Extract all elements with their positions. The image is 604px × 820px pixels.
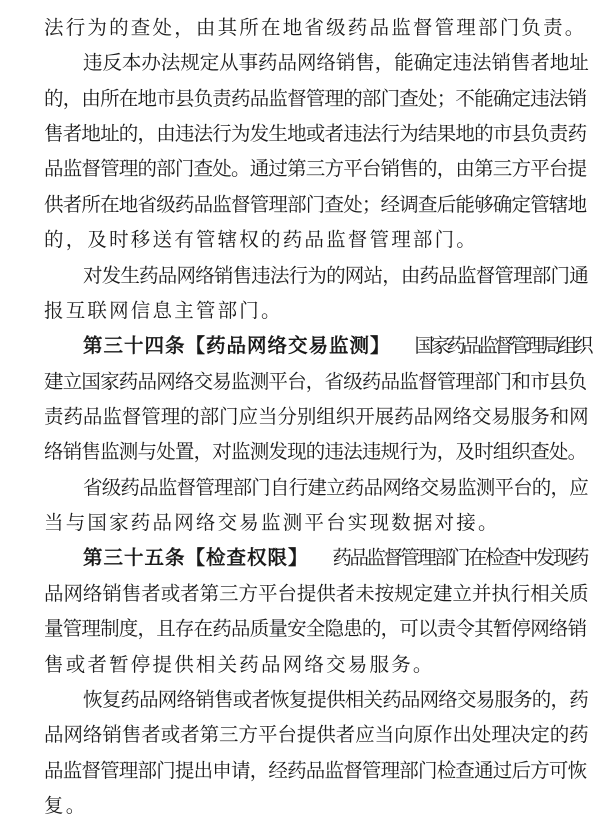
paragraph-line: 品监督管理的部门查处。通过第三方平台销售的，由第三方平台提 — [44, 157, 587, 180]
paragraph-line: 售或者暂停提供相关药品网络交易服务。 — [44, 653, 435, 676]
article-34-first-line — [83, 332, 590, 360]
paragraph-line: 省级药品监督管理部门自行建立药品网络交易监测平台的，应 — [83, 476, 588, 499]
paragraph-line: 量管理制度，且存在药品质量安全隐患的，可以责令其暂停网络销 — [44, 617, 587, 640]
paragraph-line: 复。 — [44, 794, 88, 817]
article-34-heading: 第三十四条【药品网络交易监测】 — [83, 334, 391, 357]
paragraph-line: 当与国家药品网络交易监测平台实现数据对接。 — [44, 511, 500, 534]
paragraph-line: 恢复药品网络销售或者恢复提供相关药品网络交易服务的，药 — [83, 688, 588, 711]
paragraph-line: 建立国家药品网络交易监测平台，省级药品监督管理部门和市县负 — [44, 370, 587, 393]
paragraph-line: 的，由所在地市县负责药品监督管理的部门查处；不能确定违法销 — [44, 87, 587, 110]
paragraph-line: 法行为的查处，由其所在地省级药品监督管理部门负责。 — [44, 16, 587, 39]
article-35-text: 药品监督管理部门在检查中发现药 — [332, 546, 587, 569]
paragraph-line: 品网络销售者或者第三方平台提供者应当向原作出处理决定的药 — [44, 723, 589, 746]
paragraph-line: 对发生药品网络销售违法行为的网站，由药品监督管理部门通 — [83, 264, 588, 287]
paragraph-line: 违反本办法规定从事药品网络销售，能确定违法销售者地址 — [83, 51, 589, 74]
paragraph-line: 报互联网信息主管部门。 — [44, 299, 283, 322]
paragraph-line: 的，及时移送有管辖权的药品监督管理部门。 — [44, 228, 479, 251]
paragraph-line: 供者所在地省级药品监督管理部门查处；经调查后能够确定管辖地 — [44, 193, 587, 216]
paragraph-line: 品监督管理部门提出申请，经药品监督管理部门检查通过后方可恢 — [44, 759, 587, 782]
article-35-heading: 第三十五条【检查权限】 — [83, 546, 309, 569]
article-34-text: 国家药品监督管理局组织 — [414, 334, 590, 357]
paragraph-line: 络销售监测与处置，对监测发现的违法违规行为，及时组织查处。 — [44, 440, 587, 463]
article-35-first-line — [83, 544, 587, 572]
paragraph-line: 品网络销售者或者第三方平台提供者未按规定建立并执行相关质 — [44, 582, 589, 605]
paragraph-line: 责药品监督管理的部门应当分别组织开展药品网络交易服务和网 — [44, 405, 589, 428]
paragraph-line: 售者地址的，由违法行为发生地或者违法行为结果地的市县负责药 — [44, 122, 587, 145]
